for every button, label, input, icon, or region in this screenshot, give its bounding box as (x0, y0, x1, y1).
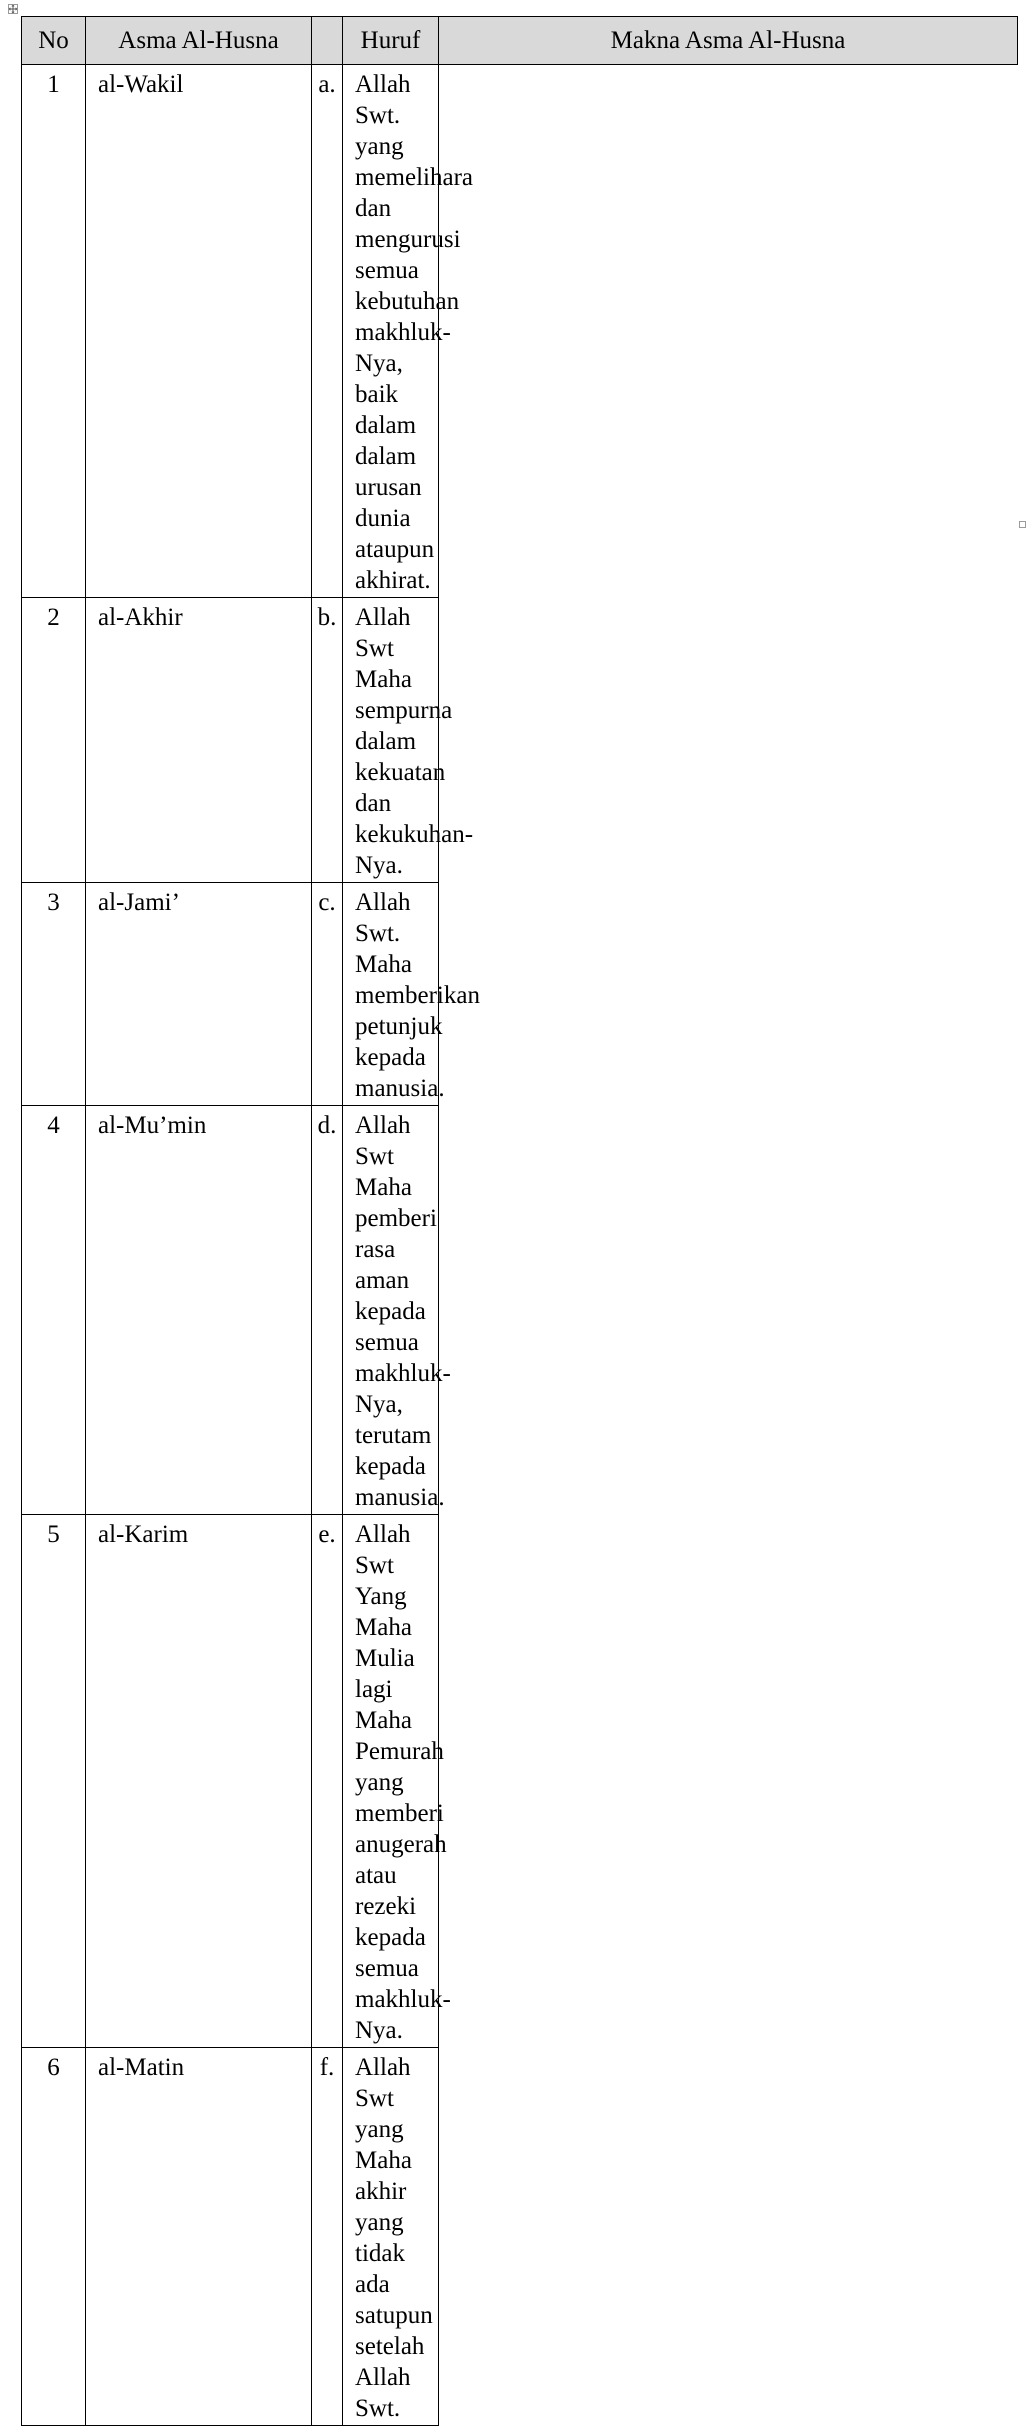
row-makna: Allah Swt Maha sempurna dalam kekuatan dan kekukuhan-Nya. (343, 598, 439, 883)
row-asma: al-Akhir (86, 598, 312, 883)
header-no: No (22, 17, 86, 65)
gap-column (312, 17, 343, 65)
row-no: 5 (22, 1515, 86, 2048)
row-asma: al-Wakil (86, 65, 312, 598)
header-makna: Makna Asma Al-Husna (439, 17, 1018, 65)
asmaul-husna-table (21, 16, 1018, 2426)
row-huruf: c. (312, 883, 343, 1106)
table-row (22, 598, 1018, 883)
row-huruf: e. (312, 1515, 343, 2048)
row-no: 3 (22, 883, 86, 1106)
row-makna: Allah Swt. yang memelihara dan mengurusi semua kebutuhan makhluk-Nya, baik dalam dalam urusan dunia ataupun akhirat. (343, 65, 439, 598)
row-asma: al-Karim (86, 1515, 312, 2048)
row-huruf: a. (312, 65, 343, 598)
row-no: 4 (22, 1106, 86, 1515)
row-no: 1 (22, 65, 86, 598)
row-huruf: b. (312, 598, 343, 883)
table-row (22, 883, 1018, 1106)
table-row (22, 1106, 1018, 1515)
table-header-row (22, 17, 1018, 65)
row-makna: Allah Swt Yang Maha Mulia lagi Maha Pemurah yang memberi anugerah atau rezeki kepada semua makhluk-Nya. (343, 1515, 439, 2048)
row-makna: Allah Swt Maha pemberi rasa aman kepada semua makhluk-Nya, terutam kepada manusia. (343, 1106, 439, 1515)
header-huruf: Huruf (343, 17, 439, 65)
header-asma: Asma Al-Husna (86, 17, 312, 65)
table-row (22, 65, 1018, 598)
row-asma: al-Matin (86, 2048, 312, 2426)
row-huruf: f. (312, 2048, 343, 2426)
row-asma: al-Jami’ (86, 883, 312, 1106)
table-move-handle-icon[interactable] (8, 4, 18, 14)
row-asma: al-Mu’min (86, 1106, 312, 1515)
row-makna: Allah Swt yang Maha akhir yang tidak ada satupun setelah Allah Swt. (343, 2048, 439, 2426)
table-row (22, 2048, 1018, 2426)
row-no: 2 (22, 598, 86, 883)
table-resize-handle[interactable] (1019, 521, 1026, 528)
row-huruf: d. (312, 1106, 343, 1515)
table-row (22, 1515, 1018, 2048)
row-makna: Allah Swt. Maha memberikan petunjuk kepada manusia. (343, 883, 439, 1106)
row-no: 6 (22, 2048, 86, 2426)
